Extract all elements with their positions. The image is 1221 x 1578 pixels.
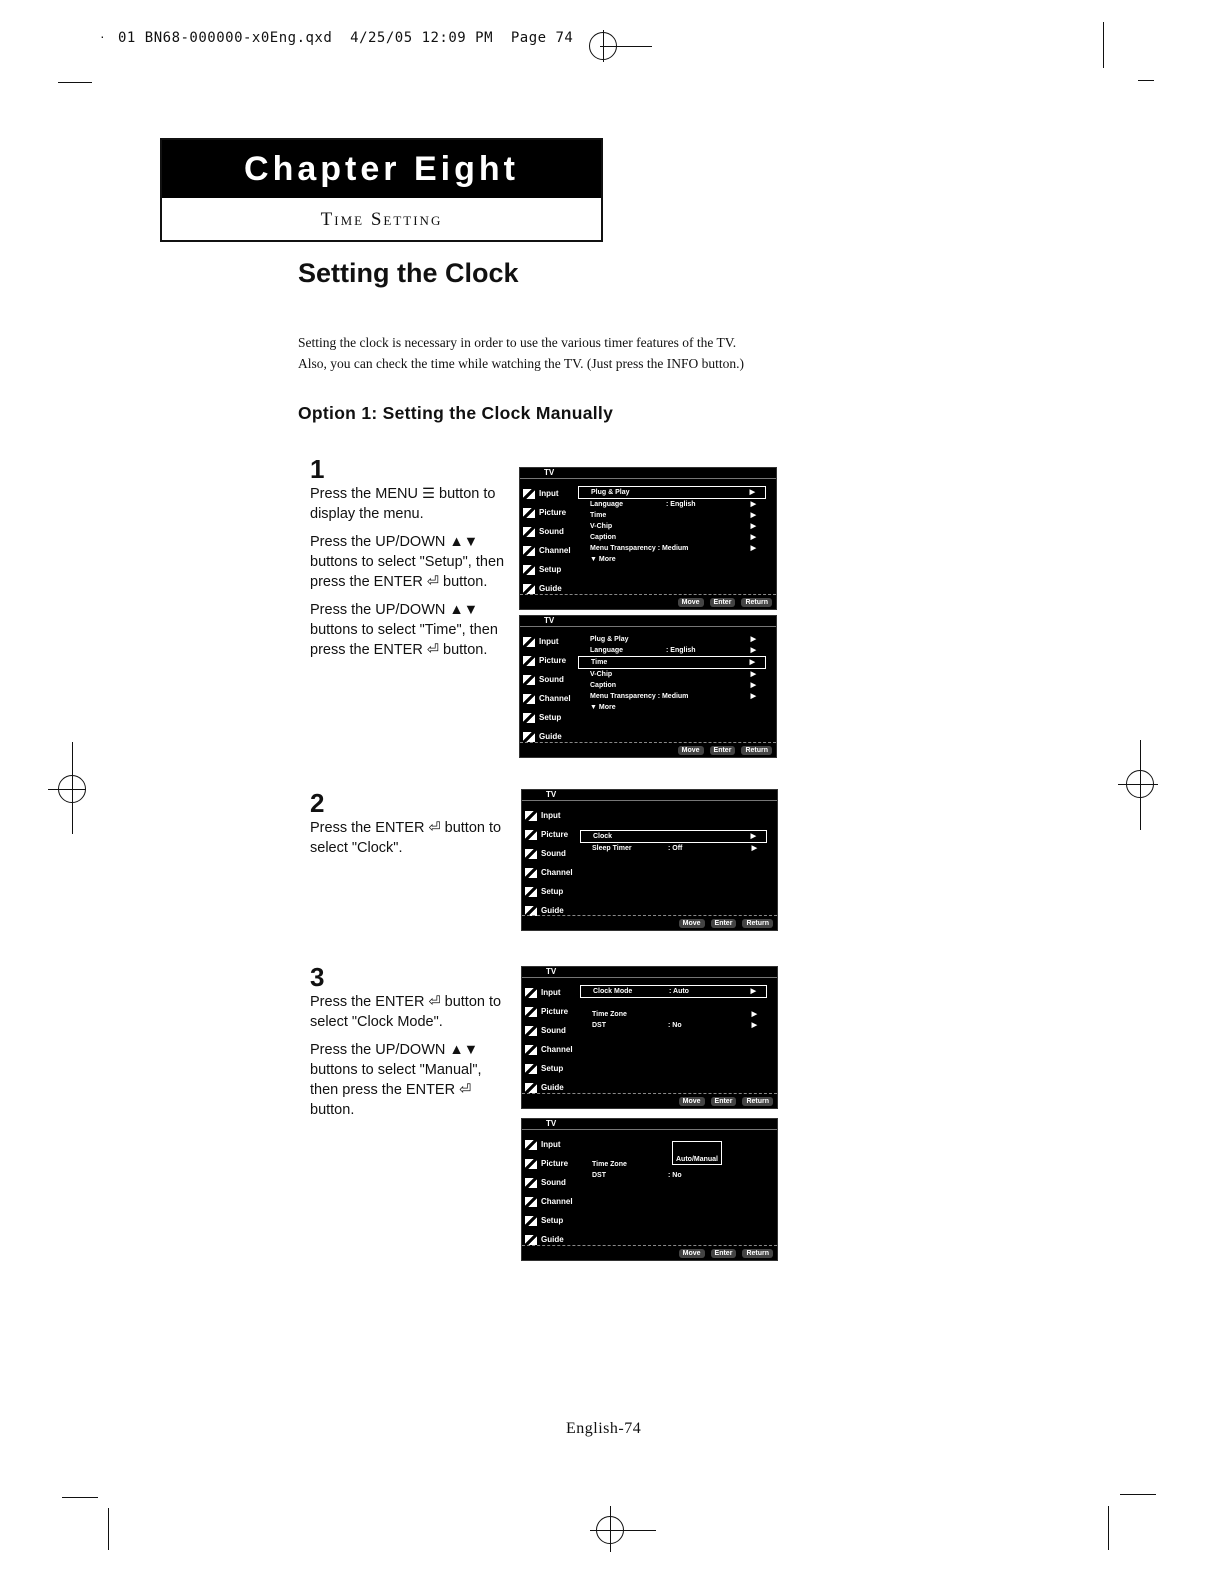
osd-menu-row: [578, 532, 766, 543]
osd-side-item: [525, 1021, 577, 1040]
osd-row-label: Time Zone: [592, 1011, 627, 1018]
arrow-right-icon: ▶: [750, 833, 756, 840]
osd-side-menu: [525, 806, 577, 920]
arrow-right-icon: ▶: [749, 489, 755, 496]
osd-menu-list: [580, 985, 767, 1031]
osd-help-item: Enter: [711, 1249, 737, 1258]
osd-row-label: Plug & Play: [591, 489, 630, 496]
osd-help-item: Enter: [710, 746, 736, 755]
osd-row-value: : Off: [668, 845, 683, 852]
osd-help-bar: [520, 742, 776, 757]
osd-tv-label: TV: [544, 468, 555, 477]
osd-side-label: Input: [539, 489, 559, 498]
osd-side-label: Sound: [539, 527, 564, 536]
menu-category-icon: [523, 546, 535, 556]
osd-side-item: [525, 983, 577, 1002]
osd-menu-row: [580, 819, 767, 830]
menu-category-icon: [523, 637, 535, 647]
osd-help-item: Move: [678, 598, 704, 607]
osd-help-item: Return: [741, 746, 772, 755]
osd-row-label: Time: [590, 512, 607, 519]
osd-row-label: Menu Transparency : Medium: [590, 693, 689, 700]
osd-help-bar: [520, 594, 776, 609]
arrow-right-icon: ▶: [750, 523, 756, 530]
osd-side-item: [525, 1173, 577, 1192]
osd-menu-row: [580, 985, 767, 998]
osd-side-menu: [525, 1135, 577, 1249]
osd-menu-row: [580, 843, 767, 854]
osd-help-item: Return: [742, 919, 773, 928]
page-footer: English-74: [566, 1420, 642, 1437]
crop-mark: [1118, 784, 1158, 785]
menu-category-icon: [525, 988, 537, 998]
osd-side-label: Input: [539, 637, 559, 646]
osd-help-item: Move: [678, 746, 704, 755]
page-title: Setting the Clock: [298, 258, 519, 288]
osd-side-label: Guide: [539, 584, 562, 593]
crop-mark: [62, 1497, 98, 1498]
osd-side-label: Guide: [541, 1235, 564, 1244]
osd-menu-row: [580, 998, 767, 1009]
osd-menu-row: [580, 808, 767, 819]
osd-side-label: Sound: [541, 1178, 566, 1187]
osd-help-item: Return: [742, 1249, 773, 1258]
osd-side-item: [523, 670, 575, 689]
tv-menu-screenshot: [519, 615, 777, 758]
osd-menu-row: [578, 521, 766, 532]
osd-help-bar: [522, 1093, 777, 1108]
osd-row-label: DST: [592, 1022, 606, 1029]
arrow-right-icon: ▶: [750, 988, 756, 995]
osd-side-label: Channel: [539, 546, 571, 555]
osd-side-label: Guide: [541, 906, 564, 915]
osd-row-label: DST: [592, 1172, 606, 1179]
osd-row-value: : Auto: [669, 988, 689, 995]
osd-side-label: Picture: [539, 656, 567, 665]
chapter-title: Chapter Eight: [162, 140, 601, 198]
osd-side-label: Setup: [539, 713, 562, 722]
crop-mark: [72, 742, 73, 834]
step-number: 2: [310, 788, 325, 818]
menu-category-icon: [525, 887, 537, 897]
osd-side-label: Sound: [541, 1026, 566, 1035]
osd-menu-row: [578, 499, 766, 510]
osd-menu-row: [578, 680, 766, 691]
crop-mark: [1103, 22, 1104, 68]
osd-menu-row: [580, 1009, 767, 1020]
option-title: Option 1: Setting the Clock Manually: [298, 403, 614, 423]
crop-mark: [48, 789, 86, 790]
menu-category-icon: [523, 713, 535, 723]
osd-side-label: Setup: [541, 887, 564, 896]
step-instructions: [310, 484, 510, 668]
osd-menu-row: [580, 830, 767, 843]
osd-side-label: Input: [541, 1140, 561, 1149]
osd-help-item: Return: [741, 598, 772, 607]
arrow-right-icon: ▶: [750, 534, 756, 541]
osd-tv-label: TV: [544, 616, 555, 625]
arrow-right-icon: ▶: [750, 512, 756, 519]
osd-menu-row: [580, 1020, 767, 1031]
menu-category-icon: [525, 830, 537, 840]
osd-menu-row: [578, 510, 766, 521]
osd-title-bar: [522, 1119, 777, 1130]
osd-row-label: Language: [590, 647, 624, 654]
osd-side-item: [525, 1154, 577, 1173]
osd-side-label: Picture: [541, 830, 569, 839]
menu-category-icon: [525, 1159, 537, 1169]
chapter-header: [160, 138, 603, 242]
osd-menu-row: [578, 691, 766, 702]
tv-menu-screenshot: [521, 1118, 778, 1261]
file-info-line: 01 BN68-000000-x0Eng.qxd 4/25/05 12:09 PM Page 74: [118, 30, 574, 46]
tv-menu-screenshot: [521, 966, 778, 1109]
osd-menu-row: [578, 543, 766, 554]
menu-category-icon: [525, 1007, 537, 1017]
osd-tv-label: TV: [546, 1119, 557, 1128]
osd-side-item: [523, 632, 575, 651]
osd-side-item: [523, 484, 575, 503]
crop-mark: [590, 1530, 656, 1531]
menu-category-icon: [523, 565, 535, 575]
step-paragraph: Press the UP/DOWN ▲▼ buttons to select "Time", then press the ENTER ⏎ button.: [310, 602, 498, 658]
menu-category-icon: [523, 694, 535, 704]
osd-row-label: Caption: [590, 682, 617, 689]
osd-row-value: : No: [668, 1172, 682, 1179]
osd-side-item: [525, 1135, 577, 1154]
osd-menu-list: [578, 486, 766, 565]
menu-category-icon: [525, 811, 537, 821]
crop-mark: [610, 1506, 611, 1552]
osd-side-label: Sound: [539, 675, 564, 684]
osd-menu-row: [578, 554, 766, 565]
osd-side-label: Picture: [541, 1007, 569, 1016]
osd-side-item: [525, 825, 577, 844]
osd-row-label: V-Chip: [590, 523, 613, 530]
osd-menu-list: [580, 808, 767, 854]
osd-row-value: : English: [666, 501, 696, 508]
crop-mark: [1120, 1494, 1156, 1495]
print-dot: ·: [100, 28, 105, 44]
osd-side-item: [525, 844, 577, 863]
osd-menu-row: [578, 486, 766, 499]
intro-text: [298, 332, 898, 374]
osd-menu-row: [580, 1170, 767, 1181]
osd-side-item: [523, 522, 575, 541]
osd-help-item: Enter: [711, 919, 737, 928]
tv-menu-screenshot: [521, 789, 778, 931]
osd-help-item: Enter: [711, 1097, 737, 1106]
osd-popup: Auto/Manual: [672, 1141, 722, 1165]
step-paragraph: Press the UP/DOWN ▲▼ buttons to select "Setup", then press the ENTER ⏎ button.: [310, 534, 505, 590]
osd-side-label: Setup: [541, 1216, 564, 1225]
osd-row-label: V-Chip: [590, 671, 613, 678]
step-instructions: [310, 992, 510, 1128]
osd-menu-row: [578, 634, 766, 645]
osd-side-item: [525, 1040, 577, 1059]
osd-row-label: Time Zone: [592, 1161, 627, 1168]
step-paragraph: Press the ENTER ⏎ button to select "Clock Mode".: [310, 994, 502, 1030]
crop-mark: [108, 1508, 109, 1550]
osd-side-label: Sound: [541, 849, 566, 858]
osd-side-menu: [525, 983, 577, 1097]
menu-category-icon: [525, 1083, 537, 1093]
osd-help-item: Move: [679, 1249, 705, 1258]
chapter-subtitle: Time Setting: [320, 209, 443, 230]
osd-row-label: Language: [590, 501, 624, 508]
crop-mark: [1138, 80, 1154, 81]
step-number: 3: [310, 962, 325, 992]
menu-category-icon: [525, 1178, 537, 1188]
menu-category-icon: [525, 1216, 537, 1226]
menu-category-icon: [523, 508, 535, 518]
osd-help-bar: [522, 915, 777, 930]
osd-help-item: Move: [679, 919, 705, 928]
osd-side-label: Input: [541, 811, 561, 820]
osd-row-label: Clock Mode: [593, 988, 633, 995]
osd-menu-row: [578, 669, 766, 680]
arrow-right-icon: ▶: [751, 1022, 757, 1029]
tv-menu-screenshot: [519, 467, 777, 610]
osd-help-item: Enter: [710, 598, 736, 607]
arrow-right-icon: ▶: [750, 647, 756, 654]
arrow-right-icon: ▶: [751, 1011, 757, 1018]
osd-menu-row: [578, 702, 766, 713]
osd-menu-list: [578, 634, 766, 713]
osd-side-label: Input: [541, 988, 561, 997]
osd-side-label: Picture: [541, 1159, 569, 1168]
osd-side-item: [523, 541, 575, 560]
arrow-right-icon: ▶: [750, 671, 756, 678]
osd-title-bar: [520, 616, 776, 627]
osd-side-label: Channel: [541, 1197, 573, 1206]
arrow-right-icon: ▶: [750, 636, 756, 643]
menu-category-icon: [525, 1045, 537, 1055]
arrow-right-icon: ▶: [751, 845, 757, 852]
osd-help-bar: [522, 1245, 777, 1260]
menu-category-icon: [523, 656, 535, 666]
crop-mark: [1140, 740, 1141, 830]
osd-side-item: [523, 689, 575, 708]
osd-side-menu: [523, 484, 575, 598]
osd-help-item: Move: [679, 1097, 705, 1106]
osd-side-item: [525, 1002, 577, 1021]
osd-row-label: Plug & Play: [590, 636, 629, 643]
arrow-right-icon: ▶: [750, 545, 756, 552]
osd-row-label: Clock: [593, 833, 613, 840]
osd-side-label: Channel: [541, 868, 573, 877]
menu-category-icon: [525, 1064, 537, 1074]
osd-row-label: Time: [591, 659, 608, 666]
intro-line-1: Setting the clock is necessary in order to use the various timer features of the TV.: [298, 335, 737, 350]
arrow-right-icon: ▶: [750, 682, 756, 689]
step-instructions: [310, 818, 510, 866]
osd-side-item: [523, 560, 575, 579]
menu-category-icon: [523, 675, 535, 685]
osd-row-value: : No: [668, 1022, 682, 1029]
osd-side-menu: [523, 632, 575, 746]
osd-row-label: Menu Transparency : Medium: [590, 545, 689, 552]
menu-category-icon: [525, 868, 537, 878]
osd-side-item: [523, 503, 575, 522]
menu-category-icon: [525, 1140, 537, 1150]
arrow-right-icon: ▶: [750, 501, 756, 508]
step-paragraph: Press the MENU ☰ button to display the menu.: [310, 486, 496, 522]
osd-menu-row: [578, 656, 766, 669]
menu-category-icon: [523, 489, 535, 499]
step-paragraph: Press the UP/DOWN ▲▼ buttons to select "Manual", then press the ENTER ⏎ button.: [310, 1042, 482, 1118]
osd-side-item: [525, 1059, 577, 1078]
menu-category-icon: [525, 1026, 537, 1036]
step-number: 1: [310, 454, 325, 484]
step-paragraph: Press the ENTER ⏎ button to select "Clock".: [310, 820, 502, 856]
osd-tv-label: TV: [546, 790, 557, 799]
arrow-right-icon: ▶: [750, 693, 756, 700]
menu-category-icon: [525, 1235, 537, 1245]
osd-side-item: [525, 863, 577, 882]
osd-side-item: [525, 1192, 577, 1211]
osd-menu-row: [578, 645, 766, 656]
osd-side-label: Guide: [541, 1083, 564, 1092]
osd-side-item: [523, 651, 575, 670]
arrow-right-icon: ▶: [749, 659, 755, 666]
osd-row-label: ▼ More: [590, 704, 616, 711]
osd-help-item: Return: [742, 1097, 773, 1106]
osd-side-label: Picture: [539, 508, 567, 517]
osd-side-item: [523, 708, 575, 727]
osd-side-label: Setup: [539, 565, 562, 574]
osd-tv-label: TV: [546, 967, 557, 976]
osd-side-label: Channel: [541, 1045, 573, 1054]
crop-mark: [1108, 1506, 1109, 1550]
osd-side-label: Setup: [541, 1064, 564, 1073]
crop-mark: [58, 82, 92, 83]
crop-mark: [603, 30, 604, 62]
osd-title-bar: [520, 468, 776, 479]
intro-line-2: Also, you can check the time while watching the TV. (Just press the INFO button.): [298, 356, 745, 371]
osd-row-value: : English: [666, 647, 696, 654]
menu-category-icon: [525, 1197, 537, 1207]
osd-side-item: [525, 1211, 577, 1230]
osd-side-item: [525, 882, 577, 901]
osd-side-label: Guide: [539, 732, 562, 741]
menu-category-icon: [525, 849, 537, 859]
osd-title-bar: [522, 967, 777, 978]
menu-category-icon: [523, 527, 535, 537]
osd-title-bar: [522, 790, 777, 801]
osd-row-label: Caption: [590, 534, 617, 541]
menu-category-icon: [525, 906, 537, 916]
osd-side-item: [525, 806, 577, 825]
menu-category-icon: [523, 584, 535, 594]
osd-row-label: ▼ More: [590, 556, 616, 563]
menu-category-icon: [523, 732, 535, 742]
osd-row-label: Sleep Timer: [592, 845, 632, 852]
osd-side-label: Channel: [539, 694, 571, 703]
